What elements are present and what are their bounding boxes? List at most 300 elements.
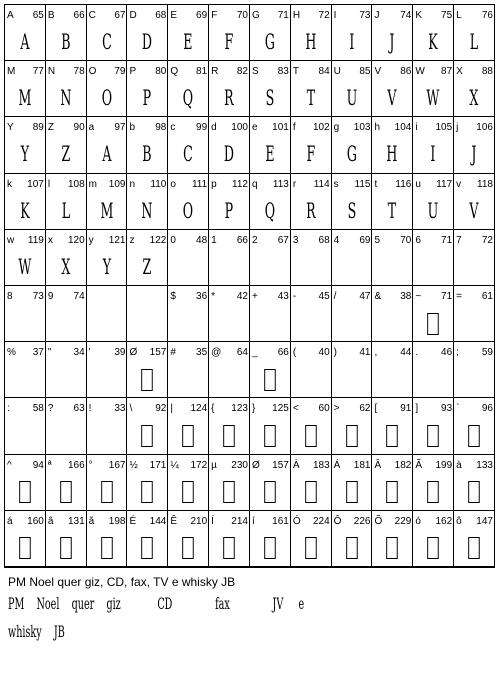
character-label: 2	[251, 234, 258, 246]
cell-label	[211, 516, 248, 527]
character-label: }	[251, 403, 256, 415]
glyph-cell	[127, 398, 168, 454]
character-code: 182	[394, 459, 412, 471]
character-label: N	[47, 66, 56, 78]
character-label: :	[7, 403, 10, 415]
character-label: $	[170, 291, 176, 302]
character-code: 70	[400, 234, 412, 246]
cell-label	[456, 122, 493, 133]
missing-glyph-box	[95, 475, 119, 510]
character-label: s	[333, 178, 339, 190]
character-label: &	[374, 291, 382, 302]
cell-label	[415, 516, 452, 527]
glyph-cell	[372, 286, 413, 342]
cell-label	[129, 516, 166, 527]
glyph-cell	[46, 567, 87, 568]
cell-label	[89, 516, 126, 527]
cell-label	[293, 516, 330, 527]
character-code: 66	[73, 10, 85, 21]
missing-glyph-box	[13, 531, 37, 566]
character-code: 72	[481, 234, 493, 246]
cell-label	[211, 347, 248, 358]
character-code: 82	[236, 66, 248, 78]
character-label: à	[456, 459, 462, 471]
character-label: ã	[88, 515, 95, 527]
glyph-cell	[332, 342, 373, 398]
character-label: B	[47, 10, 55, 21]
character-label: w	[7, 234, 15, 246]
character-code: 62	[359, 403, 371, 415]
character-label: f	[292, 122, 296, 134]
character-label: á	[7, 515, 13, 527]
cell-label	[129, 235, 166, 246]
character-label: j	[456, 122, 459, 134]
character-code: 109	[108, 178, 126, 190]
character-label: Í	[211, 515, 214, 527]
glyph-sample: Y	[20, 142, 30, 167]
character-label: Ã	[415, 459, 422, 471]
character-code: 102	[312, 122, 330, 134]
glyph-cell	[168, 398, 209, 454]
missing-glyph-box	[54, 531, 78, 566]
glyph-sample: X	[469, 86, 479, 111]
glyph-cell	[413, 230, 454, 286]
missing-glyph-box	[462, 531, 486, 566]
glyph-cell	[5, 230, 46, 286]
glyph-cell	[5, 455, 46, 511]
character-code: 124	[190, 403, 208, 415]
character-label: .	[415, 347, 419, 359]
character-label: Â	[374, 459, 382, 471]
character-label: V	[374, 66, 382, 78]
glyph-sample: I	[349, 30, 355, 55]
glyph-sample: P	[143, 86, 152, 111]
cell-label	[48, 516, 85, 527]
cell-label	[170, 235, 207, 246]
character-label: D	[129, 10, 137, 21]
glyph-cell	[250, 5, 291, 61]
cell-label	[48, 10, 85, 21]
cell-label	[252, 179, 289, 190]
character-code: 166	[67, 459, 85, 471]
character-code: 160	[27, 515, 44, 527]
glyph-sample: S	[347, 198, 356, 223]
glyph-cell	[209, 230, 250, 286]
glyph-cell	[209, 286, 250, 342]
character-label: 4	[333, 234, 340, 246]
missing-glyph-box	[135, 362, 159, 397]
glyph-sample: B	[142, 142, 153, 167]
cell-label	[334, 347, 371, 358]
character-label: y	[88, 234, 94, 246]
character-label: T	[292, 66, 299, 78]
character-label: X	[456, 66, 463, 78]
character-label: É	[129, 515, 137, 527]
cell-label	[211, 10, 248, 21]
glyph-cell	[127, 511, 168, 567]
character-code: 41	[359, 347, 371, 359]
character-code: 110	[150, 178, 167, 190]
cell-label	[7, 122, 44, 133]
glyph-cell	[168, 342, 209, 398]
character-label: G	[251, 10, 260, 21]
character-label: K	[415, 10, 422, 21]
cell-label	[170, 179, 207, 190]
character-code: 104	[394, 122, 412, 134]
glyph-cell	[127, 342, 168, 398]
character-code: 59	[481, 347, 493, 359]
character-label: Á	[333, 459, 341, 471]
character-label: ó	[415, 515, 421, 527]
character-label: ª	[47, 459, 52, 471]
glyph-cell	[5, 398, 46, 454]
character-label: [	[374, 403, 378, 415]
character-code: 68	[155, 10, 167, 21]
glyph-sample: T	[306, 86, 315, 111]
character-label: |	[170, 403, 173, 415]
missing-glyph-box	[340, 531, 364, 566]
glyph-sample: Q	[264, 198, 276, 223]
glyph-sample: H	[386, 142, 398, 167]
cell-label	[129, 460, 166, 471]
cell-label	[334, 10, 371, 21]
character-label: =	[456, 291, 462, 302]
glyph-sample: O	[101, 86, 112, 111]
cell-label	[415, 347, 452, 358]
character-code: 230	[231, 459, 248, 471]
cell-label	[211, 460, 248, 471]
missing-glyph-box	[135, 418, 159, 453]
glyph-cell	[5, 61, 46, 117]
glyph-cell	[250, 61, 291, 117]
missing-glyph-box	[299, 531, 323, 566]
glyph-cell	[372, 342, 413, 398]
glyph-sample: A	[20, 30, 30, 55]
character-label: 6	[415, 234, 421, 246]
glyph-cell	[127, 567, 168, 568]
character-code: 99	[196, 122, 208, 134]
cell-label	[334, 66, 371, 77]
cell-label	[293, 347, 330, 358]
missing-glyph-box	[462, 418, 486, 453]
character-code: 66	[277, 347, 289, 359]
cell-label	[129, 347, 166, 358]
cell-label	[334, 235, 371, 246]
missing-glyph-box	[380, 418, 404, 453]
character-code: 172	[190, 459, 208, 471]
cell-label	[89, 235, 126, 246]
character-code: 181	[353, 459, 371, 471]
character-code: 39	[114, 347, 126, 359]
character-label: u	[415, 178, 421, 190]
character-code: 58	[32, 403, 44, 415]
character-label: ô	[456, 515, 462, 527]
glyph-cell	[250, 398, 291, 454]
missing-glyph-box	[176, 531, 200, 566]
cell-label	[7, 179, 44, 190]
character-label: p	[211, 178, 217, 190]
glyph-cell	[332, 5, 373, 61]
missing-glyph-box	[217, 418, 241, 453]
character-label: `	[456, 403, 460, 415]
character-label: Ó	[292, 515, 301, 527]
glyph-cell	[5, 342, 46, 398]
character-label: #	[170, 347, 176, 359]
character-label: ,	[374, 347, 378, 359]
character-code: 88	[481, 66, 493, 78]
character-code: 83	[277, 66, 289, 78]
character-label: 9	[47, 291, 54, 302]
character-code: 63	[73, 403, 85, 415]
glyph-cell	[250, 174, 291, 230]
character-code: 210	[190, 515, 208, 527]
cell-label	[415, 235, 452, 246]
glyph-sample: D	[224, 142, 235, 167]
cell-label	[456, 10, 493, 21]
character-label: \	[129, 403, 133, 415]
glyph-sample: P	[224, 198, 234, 223]
character-code: 171	[149, 459, 167, 471]
cell-label	[129, 10, 166, 21]
cell-label	[415, 403, 452, 414]
glyph-cell	[168, 567, 209, 568]
glyph-cell	[291, 5, 332, 61]
glyph-sample: V	[469, 198, 479, 223]
glyph-cell	[372, 117, 413, 173]
glyph-sample: W	[18, 254, 32, 279]
glyph-cell	[372, 61, 413, 117]
cell-label	[374, 179, 411, 190]
character-code: 100	[231, 122, 248, 134]
missing-glyph-box	[217, 475, 241, 510]
character-code: 198	[108, 515, 126, 527]
character-label: z	[129, 234, 135, 246]
character-code: 118	[477, 178, 493, 190]
glyph-cell	[46, 5, 87, 61]
character-label: (	[292, 347, 297, 359]
glyph-cell	[291, 286, 332, 342]
cell-label	[334, 516, 371, 527]
glyph-cell	[87, 286, 128, 342]
character-label: Õ	[374, 515, 383, 527]
cell-label	[89, 347, 126, 358]
cell-label	[170, 516, 207, 527]
cell-label	[374, 347, 411, 358]
cell-label	[334, 291, 371, 302]
missing-glyph-box	[380, 475, 404, 510]
character-label: /	[333, 291, 337, 302]
cell-label	[48, 460, 85, 471]
glyph-cell	[332, 398, 373, 454]
character-code: 65	[32, 10, 44, 21]
cell-label	[334, 179, 371, 190]
character-code: 43	[277, 291, 289, 302]
cell-label	[252, 460, 289, 471]
glyph-cell	[46, 230, 87, 286]
character-label: -	[292, 291, 297, 302]
character-label: 0	[170, 234, 176, 246]
glyph-sample: U	[427, 198, 439, 223]
character-code: 76	[481, 10, 493, 21]
missing-glyph-box	[135, 531, 159, 566]
cell-label	[48, 403, 85, 414]
glyph-cell	[372, 230, 413, 286]
cell-label	[170, 460, 207, 471]
cell-label	[211, 291, 248, 302]
glyph-cell	[250, 230, 291, 286]
character-code: 144	[149, 515, 167, 527]
character-code: 67	[277, 234, 289, 246]
cell-label	[456, 291, 493, 302]
character-code: 68	[318, 234, 330, 246]
character-label: E	[170, 10, 177, 21]
glyph-cell	[46, 174, 87, 230]
character-code: 33	[114, 403, 126, 415]
glyph-sample: J	[471, 142, 477, 167]
cell-label	[48, 235, 85, 246]
glyph-cell	[454, 230, 495, 286]
cell-label	[211, 66, 248, 77]
character-label: Ø	[129, 347, 138, 359]
glyph-cell	[454, 567, 495, 568]
glyph-cell	[413, 567, 454, 568]
character-label: °	[88, 459, 93, 471]
glyph-cell	[372, 5, 413, 61]
glyph-cell	[46, 286, 87, 342]
glyph-cell	[87, 117, 128, 173]
glyph-cell	[87, 61, 128, 117]
missing-glyph-box	[258, 362, 282, 397]
character-code: 34	[73, 347, 85, 359]
character-code: 45	[318, 291, 330, 302]
character-code: 214	[231, 515, 248, 527]
character-label: ]	[415, 403, 419, 415]
glyph-cell	[332, 174, 373, 230]
character-code: 60	[318, 403, 330, 415]
glyph-cell	[413, 117, 454, 173]
cell-label	[293, 66, 330, 77]
cell-label	[374, 460, 411, 471]
character-code: 46	[441, 347, 453, 359]
glyph-cell	[454, 117, 495, 173]
cell-label	[456, 347, 493, 358]
character-code: 90	[73, 122, 85, 134]
character-label: R	[211, 66, 219, 78]
character-label: L	[456, 10, 462, 21]
cell-label	[129, 403, 166, 414]
cell-label	[7, 66, 44, 77]
character-code: 167	[108, 459, 126, 471]
character-code: 199	[435, 459, 453, 471]
glyph-cell	[413, 61, 454, 117]
cell-label	[334, 122, 371, 133]
character-code: 106	[476, 122, 493, 134]
character-label: Ø	[251, 459, 260, 471]
character-code: 73	[32, 291, 44, 302]
character-code: 66	[236, 234, 248, 246]
character-label: Y	[7, 122, 14, 134]
glyph-sample: C	[183, 142, 194, 167]
cell-label	[129, 179, 166, 190]
character-label: Q	[170, 66, 179, 78]
character-code: 229	[394, 515, 412, 527]
character-label: a	[88, 122, 95, 134]
character-label: Ô	[333, 515, 342, 527]
glyph-cell	[127, 117, 168, 173]
character-code: 37	[32, 347, 44, 359]
decorated-sample-line-1: PM Noel quer giz CD fax JV e	[8, 594, 305, 613]
cell-label	[415, 122, 452, 133]
character-code: 71	[441, 291, 453, 302]
cell-label	[129, 66, 166, 77]
glyph-sample: Y	[102, 254, 111, 279]
character-code: 226	[353, 515, 371, 527]
glyph-sample: Z	[61, 142, 71, 167]
glyph-cell	[5, 511, 46, 567]
glyph-sample: N	[141, 198, 153, 223]
character-code: 71	[441, 234, 453, 246]
cell-label	[7, 516, 44, 527]
glyph-cell	[209, 342, 250, 398]
character-label: k	[7, 178, 12, 190]
character-code: 111	[191, 178, 208, 190]
glyph-sample: U	[346, 86, 357, 111]
character-code: 35	[196, 347, 208, 359]
character-label: i	[415, 122, 418, 134]
character-code: 77	[32, 66, 44, 78]
glyph-sample: E	[183, 30, 193, 55]
character-label: t	[374, 178, 378, 190]
missing-glyph-box	[95, 531, 119, 566]
cell-label	[170, 122, 207, 133]
cell-label	[170, 291, 207, 302]
glyph-sample: M	[18, 86, 32, 111]
glyph-cell	[87, 230, 128, 286]
character-label: %	[7, 347, 16, 359]
character-code: 72	[318, 10, 330, 21]
cell-label	[374, 291, 411, 302]
glyph-cell	[46, 511, 87, 567]
glyph-cell	[332, 117, 373, 173]
cell-label	[456, 403, 493, 414]
character-label: 7	[456, 234, 462, 246]
cell-label	[252, 122, 289, 133]
glyph-cell	[332, 61, 373, 117]
glyph-cell	[454, 5, 495, 61]
character-code: 157	[272, 459, 289, 471]
missing-glyph-box	[421, 306, 445, 341]
character-label: P	[129, 66, 137, 78]
glyph-cell	[87, 5, 128, 61]
character-label: <	[292, 403, 299, 415]
glyph-cell	[413, 398, 454, 454]
character-code: 121	[108, 234, 126, 246]
glyph-cell	[209, 398, 250, 454]
character-code: 42	[236, 291, 248, 302]
glyph-cell	[372, 511, 413, 567]
cell-label	[374, 10, 411, 21]
character-label: {	[211, 403, 215, 415]
glyph-cell	[372, 567, 413, 568]
character-code: 119	[27, 234, 44, 246]
character-code: 75	[441, 10, 453, 21]
glyph-cell	[454, 286, 495, 342]
character-label: S	[251, 66, 259, 78]
cell-label	[48, 122, 85, 133]
cell-label	[456, 179, 493, 190]
glyph-cell	[168, 5, 209, 61]
glyph-cell	[87, 511, 128, 567]
